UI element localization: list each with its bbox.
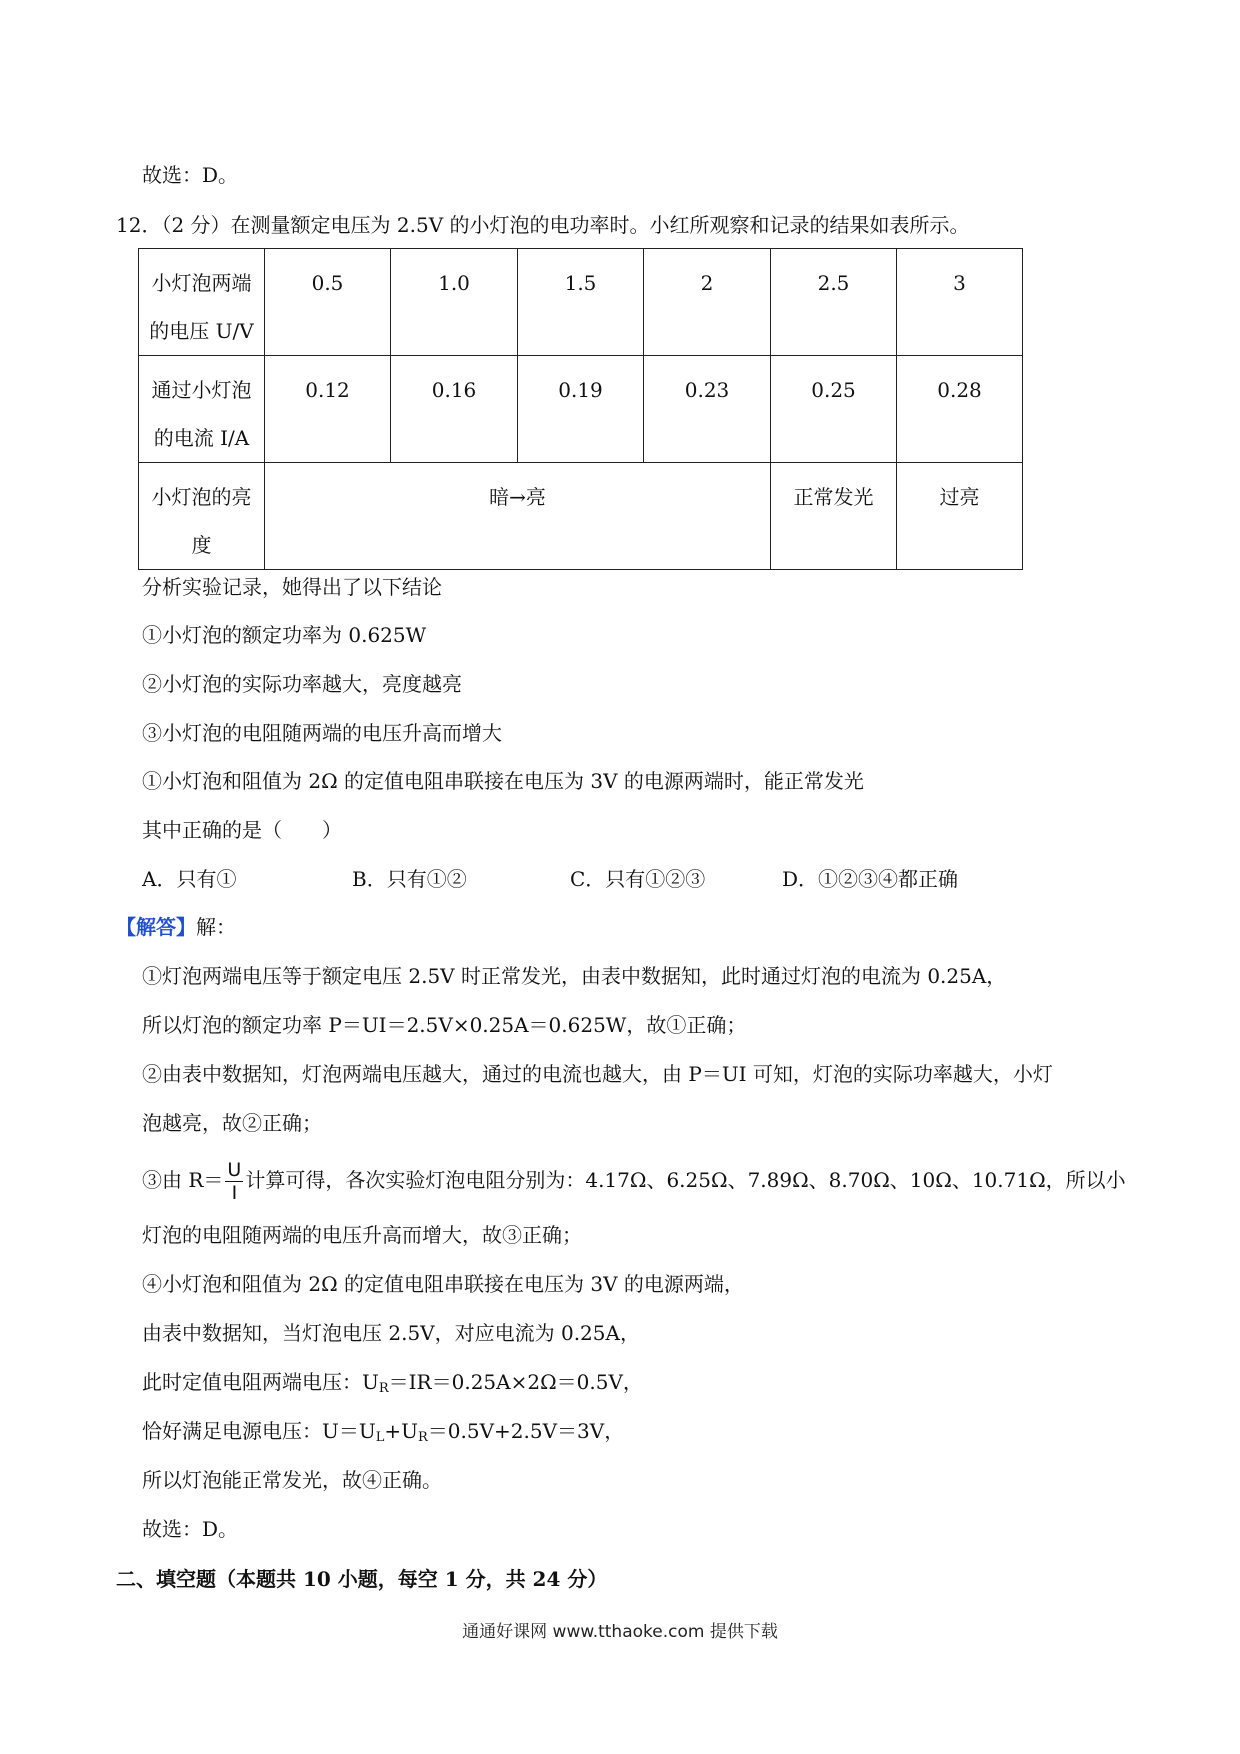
voltage-cell: 3 [897,249,1023,356]
option-d: D．①②③④都正确 [782,867,959,891]
current-cell: 0.19 [518,356,644,463]
solution-line-11: 所以灯泡能正常发光，故④正确。 [142,1468,442,1492]
option-a: A．只有① [142,867,237,891]
current-cell: 0.12 [265,356,391,463]
current-cell: 0.16 [391,356,518,463]
solution-line-8: 由表中数据知，当灯泡电压 2.5V，对应电流为 0.25A， [142,1321,640,1345]
answer-heading [116,914,236,940]
option-b: B．只有①② [352,867,467,891]
solution-line-7: ④小灯泡和阻值为 2Ω 的定值电阻串联接在电压为 3V 的电源两端， [142,1272,744,1296]
solution-line-2: 所以灯泡的额定功率 P＝UI＝2.5V×0.25A＝0.625W，故①正确； [142,1013,747,1037]
solution-line-6: 灯泡的电阻随两端的电压升高而增大，故③正确； [142,1223,582,1247]
measurement-table [138,248,1023,570]
question-prompt: 其中正确的是（ ） [142,818,342,842]
voltage-cell: 2.5 [771,249,897,356]
solution-line-1: ①灯泡两端电压等于额定电压 2.5V 时正常发光，由表中数据知，此时通过灯泡的电流为 0.25A， [142,964,1007,988]
conclusion-2: ②小灯泡的实际功率越大，亮度越亮 [142,672,462,696]
brightness-cell: 过亮 [897,463,1023,570]
solution-line-3: ②由表中数据知，灯泡两端电压越大，通过的电流也越大，由 P＝UI 可知，灯泡的实际功率越大，小灯 [142,1062,1053,1086]
question-12-stem: 12．（2 分）在测量额定电压为 2.5V 的小灯泡的电功率时。小红所观察和记录的结果如表所示。 [116,213,970,237]
brightness-row-label: 小灯泡的亮 度 [139,463,265,570]
conclusion-4: ①小灯泡和阻值为 2Ω 的定值电阻串联接在电压为 3V 的电源两端时，能正常发光 [142,769,864,793]
table-row-current [139,356,1023,463]
voltage-cell: 0.5 [265,249,391,356]
current-cell: 0.28 [897,356,1023,463]
voltage-cell: 2 [644,249,771,356]
section-heading: 二、填空题（本题共 10 小题，每空 1 分，共 24 分） [116,1567,608,1591]
solution-line-9: 此时定值电阻两端电压：$U_R=IR=0.25A\times 2\Omega=0.5V$， [142,1370,643,1396]
voltage-cell: 1.0 [391,249,518,356]
answer-tag: 【解答】 [116,915,196,939]
conclusion-3: ③小灯泡的电阻随两端的电压升高而增大 [142,721,502,745]
voltage-row-label: 小灯泡两端 的电压 U/V [139,249,265,356]
current-cell: 0.23 [644,356,771,463]
current-row-label: 通过小灯泡 的电流 I/A [139,356,265,463]
resistance-fraction: $\frac{U}{I}$ [227,1159,242,1204]
brightness-cell: 暗→亮 [265,463,771,570]
voltage-cell: 1.5 [518,249,644,356]
brightness-cell: 正常发光 [771,463,897,570]
final-answer: 故选：D。 [142,1517,239,1541]
table-row-brightness [139,463,1023,570]
current-cell: 0.25 [771,356,897,463]
conclusion-1: ①小灯泡的额定功率为 0.625W [142,623,427,647]
previous-answer: 故选：D。 [142,163,239,187]
option-c: C．只有①②③ [570,867,706,891]
solution-line-10: 恰好满足电源电压：$U=U_L+U_R=0.5V+2.5V=3V$， [142,1419,625,1445]
analysis-intro: 分析实验记录，她得出了以下结论 [142,575,442,599]
solution-line-5: ③由 R＝ $\frac{U}{I}$ 计算可得，各次实验灯泡电阻分别为：4.17Ω、6.25Ω、7.89Ω、8.70Ω、10Ω、10.71Ω，所以小 [142,1159,1126,1204]
answer-tag-after: 解： [196,915,236,939]
solution-line-4: 泡越亮，故②正确； [142,1111,322,1135]
page-footer: 通通好课网 www.tthaoke.com 提供下载 [462,1622,778,1642]
table-row-voltage [139,249,1023,356]
